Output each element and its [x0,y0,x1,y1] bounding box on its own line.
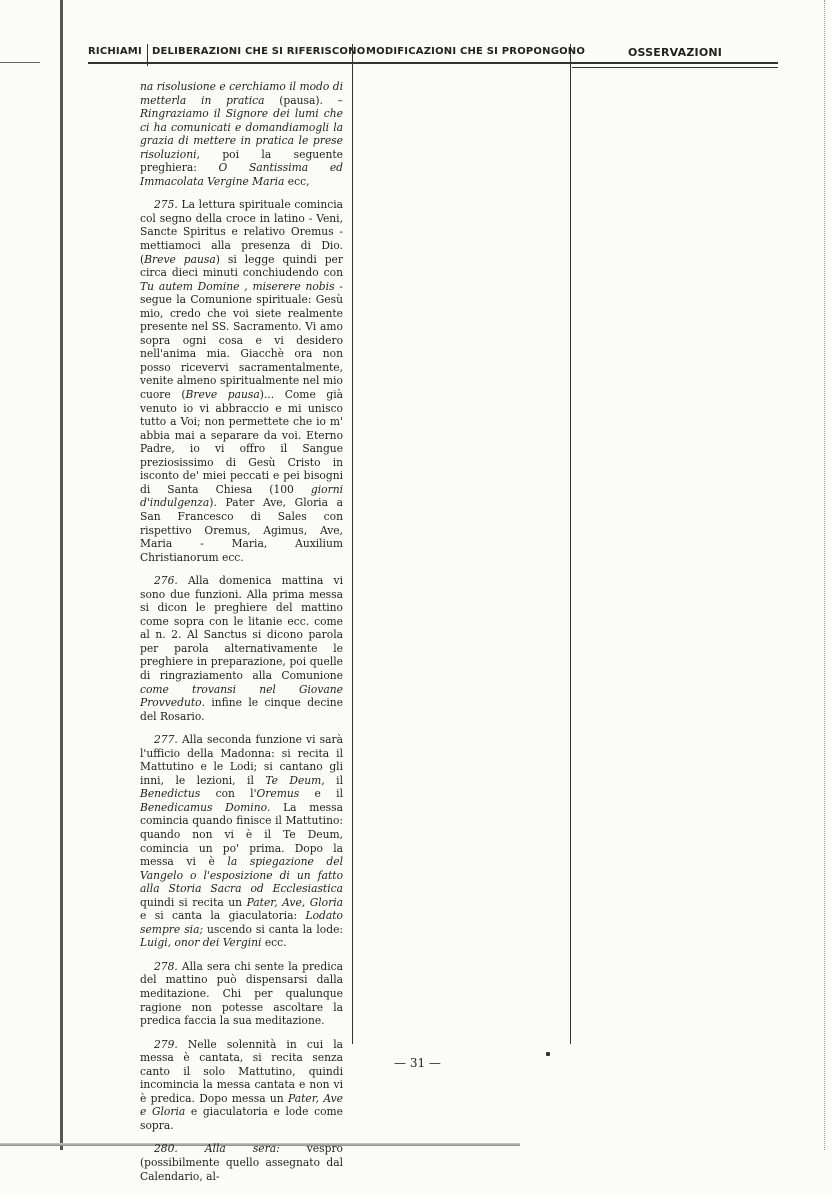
italic-text: Lodato sempre sia; [140,909,343,936]
scan-left-edge [60,0,63,1150]
text: , il [321,773,343,787]
paragraph-number: 277. [154,733,178,747]
text: . infine le cinque decine del Rosario. [140,696,343,723]
text: Nelle solennità in cui la messa è cantata, si recita senza canto il solo Mattutino, quindi incomincia la messa cantata e non vi è predica. Dopo messa un [140,1037,343,1105]
text: Alla sera chi sente la predica del mattino può dispensarsi dalla meditazione. Chi per qualunque ragione non potesse ascoltare la predica faccia la sua meditazione. [140,959,343,1028]
text: ). Pater Ave, Gloria a San Francesco di Sales con rispettivo Oremus, Agimus, Ave, Maria - Maria, Auxilium Christianorum ecc. [140,496,343,564]
header-rule-secondary [572,67,778,68]
text: ecc. [261,936,287,950]
text: e il [299,787,343,801]
italic-text: Tu autem Domine , miserere nobis [140,279,335,293]
italic-text: Te Deum [265,773,322,787]
text: vespro (possibilmente quello assegnato dal Calendario, al- [140,1142,343,1183]
italic-text: Ringraziamo il Signore dei lumi che ci ha comunicati e domandiamogli la grazia di mettere in pratica le prese risoluzioni, [140,107,343,161]
paragraph [140,80,343,188]
text: ) si legge quindi per circa dieci minuti conchiudendo con [140,252,343,280]
italic-text: come trovansi nel Giovane Provveduto [140,682,343,710]
header-deliberazioni: DELIBERAZIONI CHE SI RIFERISCONO [152,46,366,57]
text: Alla seconda funzione vi sarà l'ufficio della Madonna: si recita il Mattutino e le Lodi; si cantano gli inni, le lezioni, il [140,733,343,787]
text: La lettura spirituale comincia col segno della croce in latino - Veni, Sancte Spiritus e relativo Oremus - mettiamoci alla presenza di Dio. ( [140,198,343,266]
italic-text: O Santissima ed Immacolata Vergine Maria [140,161,343,188]
text: - segue la Comunione spirituale: Gesù mio, credo che voi siete realmente presente nel SS. Sacramento. Vi amo sopra ogni cosa e vi desidero nell'anima mia. Giacchè ora non posso ricevervi sacramentalmente, venite almeno spiritualmente nel mio cuore ( [140,279,343,402]
text: quindi si recita un [140,895,247,909]
text: e giaculatoria e lode come sopra. [140,1105,344,1132]
header-modificazioni: MODIFICAZIONI CHE SI PROPONGONO [366,46,586,57]
italic-text: Pater, Ave, Gloria [246,895,343,909]
paragraph [140,960,343,1028]
column-divider-1 [147,44,148,66]
italic-text: la spiegazione del Vangelo o l'esposizione di un fatto alla Storia Sacra od Ecclesiastica [140,855,343,896]
italic-text: na risolusione e cerchiamo il modo di metterla in pratica [140,80,343,107]
italic-text: Benedictus [140,787,201,801]
italic-text: Benedicamus Domino [140,800,268,814]
ink-dot [546,1052,550,1056]
text: con l' [200,787,257,801]
paragraph-number: 278. [154,959,178,973]
italic-text: Pater, Ave e Gloria [140,1091,344,1119]
header-richiami: RICHIAMI [88,46,142,57]
italic-text: Luigi, onor dei Vergini [140,936,262,950]
paragraph-number: 279. [154,1037,178,1051]
page-number: — 31 — [394,1056,441,1070]
header-osservazioni: OSSERVAZIONI [628,46,723,59]
paragraph-number: 280. [154,1142,178,1156]
italic-text: Breve pausa [144,252,216,266]
text: e si canta la giaculatoria: [140,909,306,923]
text [178,1142,205,1155]
column-divider-3 [570,44,571,1044]
paragraph-number: 275. [154,198,178,212]
text: . La messa comincia quando finisce il Mattutino: quando non vi è il Te Deum, comincia un po' prima. Dopo la messa vi è [140,800,343,869]
column-divider-2 [352,44,353,1044]
text: (pausa). – [264,93,343,107]
italic-text: Breve pausa [185,388,260,402]
text: Alla domenica mattina vi sono due funzioni. Alla prima messa si dicon le preghiere del mattino come sopra con le litanie ecc. come al n. 2. Al Sanctus si dicono parola per parola alternativamente le preghiere in preparazione, poi quelle di ringraziamento alla Comunione [140,574,343,682]
paragraph-number: 276. [154,574,178,588]
deliberazioni-text-column [140,80,343,1193]
text: )... Come già venuto io vi abbraccio e mi unisco tutto a Voi; non permettete che io m' abbia mai a separare da voi. Eterno Padre, io vi offro il Sangue preziosissimo di Gesù Cristo in isconto de' miei peccati e pei bisogni di Santa Chiesa (100 [140,388,343,496]
italic-text: Alla sera: [204,1142,280,1156]
scan-right-edge [824,0,826,1150]
paragraph [140,1038,343,1133]
header-rule [88,62,778,64]
text: ecc, [284,174,310,188]
paragraph [140,733,343,950]
italic-text: giorni d'indulgenza [140,482,343,510]
text: uscendo si canta la lode: [203,922,343,936]
paragraph [140,574,343,723]
paragraph [140,1142,343,1183]
paragraph [140,198,343,564]
text: poi la seguente preghiera: [140,147,343,175]
italic-text: Oremus [256,787,300,801]
scan-left-mark [0,62,40,63]
